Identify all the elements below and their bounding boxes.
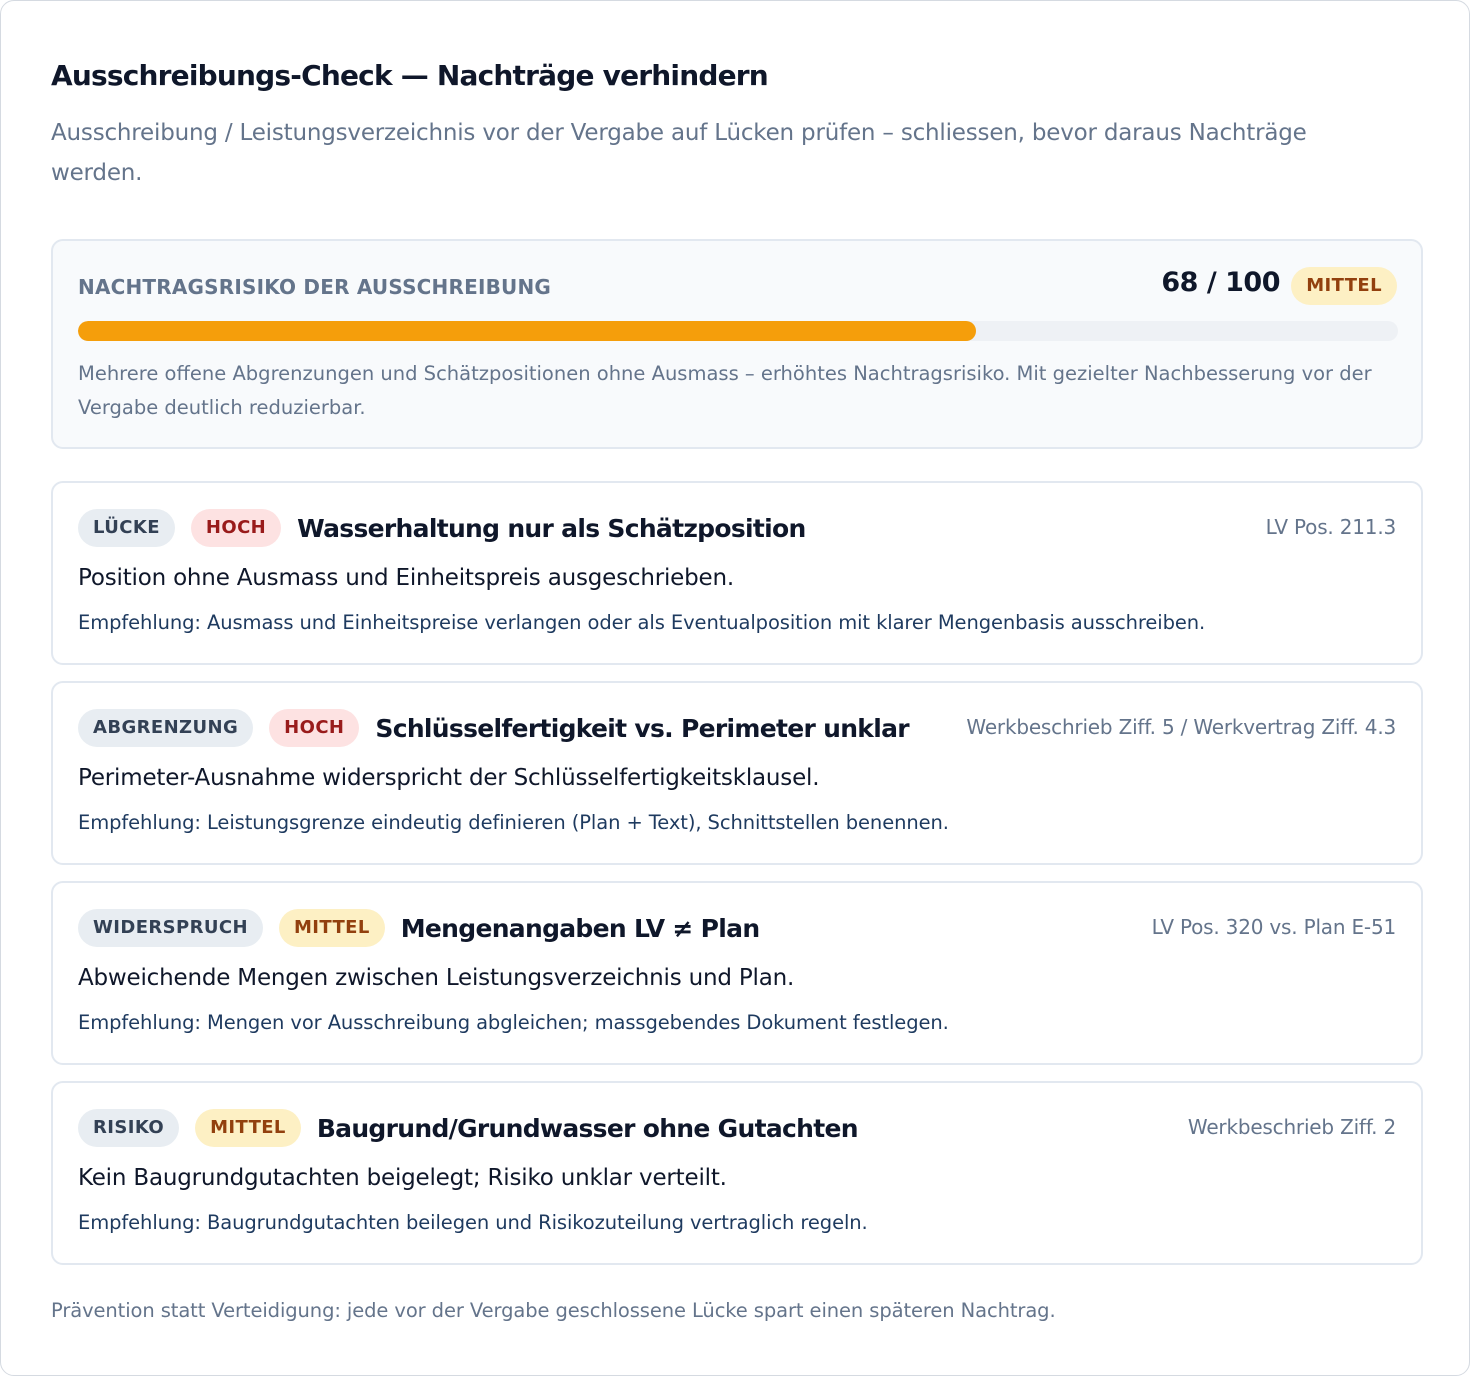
- finding-description: Kein Baugrundgutachten beigelegt; Risiko unklar verteilt.: [78, 1165, 727, 1191]
- finding-description: Position ohne Ausmass und Einheitspreis ausgeschrieben.: [78, 565, 734, 591]
- finding-card: [51, 881, 1423, 1065]
- finding-header: [78, 1109, 858, 1147]
- page-title: Ausschreibungs-Check — Nachträge verhindern: [51, 59, 768, 92]
- category-badge: ABGRENZUNG: [78, 709, 253, 747]
- finding-header: [78, 909, 759, 947]
- finding-reference: LV Pos. 320 vs. Plan E-51: [1151, 915, 1396, 939]
- severity-badge: HOCH: [191, 509, 281, 547]
- severity-badge: HOCH: [269, 709, 359, 747]
- finding-title: Baugrund/Grundwasser ohne Gutachten: [316, 1113, 858, 1143]
- risk-score-value: 68 / 100: [1161, 267, 1280, 298]
- finding-header: [78, 709, 909, 747]
- category-badge: LÜCKE: [78, 509, 175, 547]
- risk-score-note: Mehrere offene Abgrenzungen und Schätzpositionen ohne Ausmass – erhöhtes Nachtragsrisiko. Mit gezielter Nachbesserung vor der Vergabe deutlich reduzierbar.: [78, 362, 1372, 419]
- footer-note: Prävention statt Verteidigung: jede vor der Vergabe geschlossene Lücke spart einen späteren Nachtrag.: [51, 1299, 1056, 1322]
- finding-recommendation: Empfehlung: Mengen vor Ausschreibung abgleichen; massgebendes Dokument festlegen.: [78, 1011, 949, 1034]
- finding-card: [51, 681, 1423, 865]
- finding-reference: LV Pos. 211.3: [1265, 515, 1396, 539]
- risk-level-badge: MITTEL: [1291, 267, 1397, 305]
- finding-header: [78, 509, 806, 547]
- finding-title: Schlüsselfertigkeit vs. Perimeter unklar: [375, 713, 909, 743]
- finding-description: Abweichende Mengen zwischen Leistungsverzeichnis und Plan.: [78, 965, 795, 991]
- finding-card: [51, 481, 1423, 665]
- finding-reference: Werkbeschrieb Ziff. 2: [1187, 1115, 1396, 1139]
- finding-description: Perimeter-Ausnahme widerspricht der Schlüsselfertigkeitsklausel.: [78, 765, 820, 791]
- risk-score-card: [51, 239, 1423, 449]
- risk-progress-fill: [78, 321, 976, 341]
- severity-badge: MITTEL: [279, 909, 385, 947]
- severity-badge: MITTEL: [195, 1109, 301, 1147]
- finding-recommendation: Empfehlung: Ausmass und Einheitspreise verlangen oder als Eventualposition mit klarer Mengenbasis ausschreiben.: [78, 611, 1206, 634]
- category-badge: RISIKO: [78, 1109, 179, 1147]
- finding-recommendation: Empfehlung: Baugrundgutachten beilegen und Risikozuteilung vertraglich regeln.: [78, 1211, 868, 1234]
- finding-title: Mengenangaben LV ≠ Plan: [400, 913, 760, 943]
- risk-score-label: NACHTRAGSRISIKO DER AUSSCHREIBUNG: [78, 275, 552, 299]
- finding-card: [51, 1081, 1423, 1265]
- finding-title: Wasserhaltung nur als Schätzposition: [297, 513, 806, 543]
- finding-reference: Werkbeschrieb Ziff. 5 / Werkvertrag Ziff. 4.3: [966, 715, 1396, 739]
- category-badge: WIDERSPRUCH: [78, 909, 263, 947]
- risk-progress-bar: [78, 321, 1398, 341]
- page-subtitle: Ausschreibung / Leistungsverzeichnis vor der Vergabe auf Lücken prüfen – schliessen, bevor daraus Nachträge werden.: [51, 120, 1307, 186]
- finding-recommendation: Empfehlung: Leistungsgrenze eindeutig definieren (Plan + Text), Schnittstellen benennen.: [78, 811, 949, 834]
